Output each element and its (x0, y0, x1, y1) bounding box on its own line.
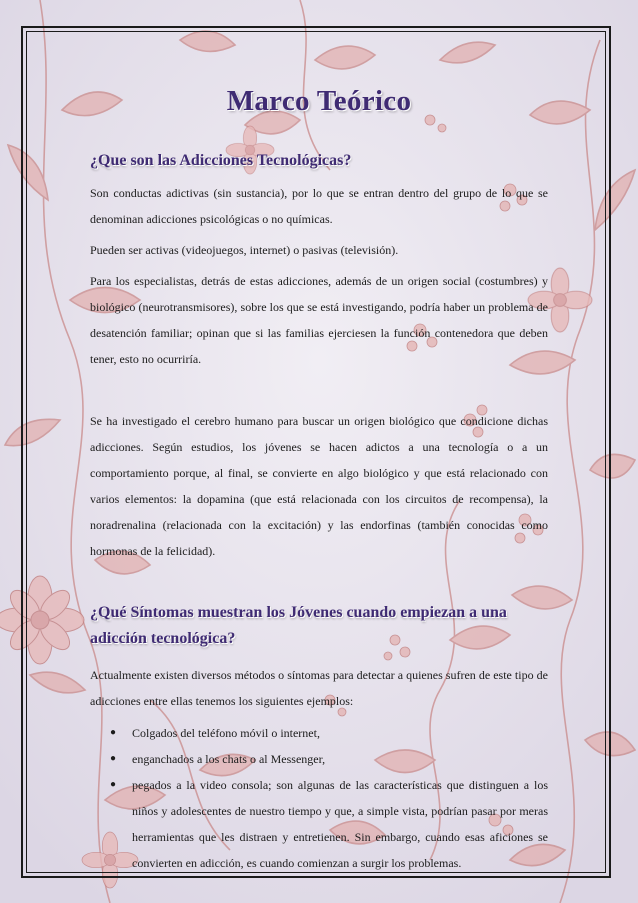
bullet-icon: ● (110, 779, 117, 790)
paragraph-brain-research: Se ha investigado el cerebro humano para buscar un origen biológico que condicione dichas adicciones. Según estudios, los jóvenes se hacen adictos a una tecnología o a un comportamiento porque, al final, se convierte en algo biológico y que está relacionado con varios elementos: la dopamina (que está relacionada con los circuitos de recompensa), la noradrenalina (relacionada con la excitación) y las endorfinas (también conocidas como hormonas de la felicidad). (90, 414, 548, 558)
paragraph-symptoms-intro: Actualmente existen diversos métodos o síntomas para detectar a quienes sufren de este tipo de adicciones entre ellas tenemos los siguientes ejemplos: (90, 668, 548, 708)
symptoms-list (90, 720, 548, 876)
section-heading-sintomas: ¿Qué Síntomas muestran los Jóvenes cuando empiezan a una adicción tecnológica? (90, 604, 507, 647)
paragraph-specialists: Para los especialistas, detrás de estas adicciones, además de un origen social (costumbres) y biológico (neurotransmisores), sobre los que se está investigando, podría haber un problema de desatención familiar; opinan que si las familias ejerciesen la función contenedora que deben tener, esto no ocurriría. (90, 274, 548, 366)
paragraph-definition: Son conductas adictivas (sin sustancia), por lo que se entran dentro del grupo de lo que se denominan adicciones psicológicas o no químicas. (90, 186, 548, 226)
paragraph-types: Pueden ser activas (videojuegos, internet) o pasivas (televisión). (90, 243, 399, 257)
bullet-icon: ● (110, 753, 117, 764)
bullet-icon: ● (110, 727, 117, 738)
list-item: ● Colgados del teléfono móvil o internet, (90, 720, 548, 746)
page-title: Marco Teórico (226, 85, 412, 117)
list-item: ● enganchados a los chats o al Messenger, (90, 746, 548, 772)
document-body (90, 82, 548, 876)
list-item: ● pegados a la video consola; son algunas de las características que distinguen a los niños y adolescentes de nuestro tiempo y que, a simple vista, podrían pasar por meras herramientas que les distraen y entretienen. Sin embargo, cuando esas aficiones se convierten en adicción, es cuando comienzan a surgir los problemas. (90, 772, 548, 876)
section-heading-adicciones: ¿Que son las Adicciones Tecnológicas? (90, 152, 352, 169)
